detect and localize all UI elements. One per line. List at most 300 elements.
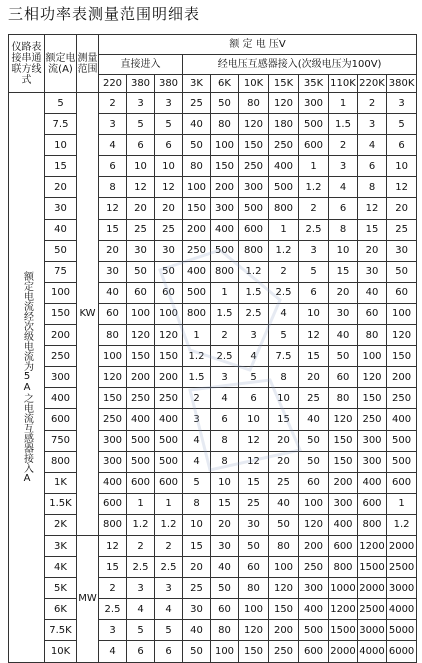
value-cell: 1.2 (269, 240, 299, 261)
value-cell: 500 (183, 282, 211, 303)
value-cell: 10 (183, 514, 211, 535)
rated-current-header: 额定电流(A) (45, 35, 77, 93)
value-cell: 80 (239, 93, 269, 114)
value-cell: 4000 (387, 599, 417, 620)
rated-current-cell: 5 (45, 93, 77, 114)
rated-current-cell: 400 (45, 388, 77, 409)
value-cell: 4 (183, 451, 211, 472)
table-row (9, 240, 417, 261)
table-row (9, 219, 417, 240)
value-cell: 10 (127, 156, 155, 177)
direct-access-header: 直接进入 (99, 55, 183, 75)
value-cell: 8 (329, 219, 358, 240)
value-cell: 150 (239, 135, 269, 156)
value-cell: 1.2 (239, 261, 269, 282)
value-cell: 20 (211, 514, 239, 535)
table-row (9, 493, 417, 514)
value-cell: 2 (127, 535, 155, 556)
value-cell: 50 (183, 135, 211, 156)
value-cell: 40 (299, 409, 329, 430)
table-row (9, 641, 417, 662)
rated-current-cell: 1K (45, 472, 77, 493)
table-row (9, 325, 417, 346)
value-cell: 250 (155, 388, 183, 409)
rated-current-cell: 7.5 (45, 114, 77, 135)
value-cell: 60 (127, 282, 155, 303)
value-cell: 2.5 (127, 557, 155, 578)
value-cell: 25 (387, 219, 417, 240)
value-cell: 5 (299, 261, 329, 282)
value-cell: 50 (299, 430, 329, 451)
value-cell: 400 (99, 472, 127, 493)
value-cell: 200 (155, 367, 183, 388)
value-cell: 1500 (329, 620, 358, 641)
value-cell: 80 (329, 388, 358, 409)
value-cell: 300 (299, 578, 329, 599)
value-cell: 2 (99, 578, 127, 599)
value-cell: 50 (387, 261, 417, 282)
voltage-header-cell: 110K (329, 75, 358, 93)
table-row (9, 620, 417, 641)
value-cell: 30 (211, 535, 239, 556)
rated-current-cell: 5K (45, 578, 77, 599)
value-cell: 400 (387, 409, 417, 430)
value-cell: 25 (239, 493, 269, 514)
value-cell: 2000 (329, 641, 358, 662)
value-cell: 6 (329, 198, 358, 219)
value-cell: 20 (329, 282, 358, 303)
value-cell: 200 (211, 177, 239, 198)
table-row (9, 557, 417, 578)
value-cell: 3 (329, 156, 358, 177)
value-cell: 100 (387, 303, 417, 324)
value-cell: 180 (269, 114, 299, 135)
value-cell: 6 (99, 156, 127, 177)
table-row (9, 93, 417, 114)
value-cell: 500 (155, 451, 183, 472)
value-cell: 1.2 (155, 514, 183, 535)
value-cell: 500 (387, 451, 417, 472)
value-cell: 500 (269, 177, 299, 198)
rated-current-cell: 30 (45, 198, 77, 219)
rated-current-cell: 7.5K (45, 620, 77, 641)
value-cell: 2 (183, 388, 211, 409)
value-cell: 12 (358, 198, 387, 219)
value-cell: 10 (269, 388, 299, 409)
table-row (9, 198, 417, 219)
value-cell: 1 (127, 493, 155, 514)
value-cell: 250 (299, 557, 329, 578)
value-cell: 5 (239, 367, 269, 388)
value-cell: 6 (155, 135, 183, 156)
value-cell: 2.5 (155, 557, 183, 578)
value-cell: 3 (155, 93, 183, 114)
value-cell: 10 (211, 472, 239, 493)
voltage-header-cell: 15K (269, 75, 299, 93)
value-cell: 8 (269, 367, 299, 388)
value-cell: 150 (155, 346, 183, 367)
value-cell: 5 (155, 114, 183, 135)
rated-current-cell: 75 (45, 261, 77, 282)
value-cell: 6 (211, 409, 239, 430)
value-cell: 1.5 (183, 367, 211, 388)
value-cell: 300 (299, 93, 329, 114)
value-cell: 120 (127, 325, 155, 346)
value-cell: 300 (358, 451, 387, 472)
value-cell: 1500 (358, 557, 387, 578)
value-cell: 40 (329, 325, 358, 346)
value-cell: 60 (329, 367, 358, 388)
value-cell: 10 (299, 303, 329, 324)
value-cell: 20 (183, 557, 211, 578)
value-cell: 1 (299, 156, 329, 177)
value-cell: 600 (155, 472, 183, 493)
range-header: 测量范围 (77, 35, 99, 93)
rated-current-cell: 1.5K (45, 493, 77, 514)
voltage-header-cell: 10K (239, 75, 269, 93)
value-cell: 1 (387, 493, 417, 514)
value-cell: 120 (239, 114, 269, 135)
value-cell: 80 (269, 535, 299, 556)
value-cell: 150 (358, 388, 387, 409)
wiring-header: 仪路表接串通联方线式 (9, 35, 45, 93)
rated-current-cell: 750 (45, 430, 77, 451)
value-cell: 15 (239, 472, 269, 493)
value-cell: 15 (358, 219, 387, 240)
rated-current-cell: 300 (45, 367, 77, 388)
value-cell: 4 (239, 346, 269, 367)
value-cell: 4 (99, 641, 127, 662)
value-cell: 15 (99, 557, 127, 578)
value-cell: 250 (127, 388, 155, 409)
rated-current-cell: 40 (45, 219, 77, 240)
value-cell: 200 (269, 620, 299, 641)
value-cell: 15 (299, 346, 329, 367)
table-row (9, 409, 417, 430)
table-row (9, 135, 417, 156)
table-row (9, 114, 417, 135)
rated-current-cell: 10K (45, 641, 77, 662)
value-cell: 500 (387, 430, 417, 451)
value-cell: 5 (269, 325, 299, 346)
value-cell: 200 (387, 367, 417, 388)
value-cell: 250 (358, 409, 387, 430)
value-cell: 100 (269, 557, 299, 578)
value-cell: 400 (358, 472, 387, 493)
value-cell: 50 (211, 93, 239, 114)
value-cell: 150 (211, 156, 239, 177)
value-cell: 20 (358, 240, 387, 261)
value-cell: 12 (387, 177, 417, 198)
value-cell: 20 (269, 451, 299, 472)
table-row (9, 599, 417, 620)
value-cell: 80 (211, 620, 239, 641)
value-cell: 60 (155, 282, 183, 303)
value-cell: 3 (127, 93, 155, 114)
value-cell: 2000 (387, 535, 417, 556)
value-cell: 300 (99, 430, 127, 451)
value-cell: 100 (358, 346, 387, 367)
value-cell: 2 (299, 198, 329, 219)
value-cell: 120 (387, 325, 417, 346)
value-cell: 500 (127, 451, 155, 472)
rated-current-cell: 20 (45, 177, 77, 198)
rated-current-cell: 50 (45, 240, 77, 261)
value-cell: 12 (99, 535, 127, 556)
value-cell: 2 (211, 325, 239, 346)
value-cell: 2000 (358, 578, 387, 599)
value-cell: 15 (269, 409, 299, 430)
value-cell: 80 (358, 325, 387, 346)
value-cell: 600 (387, 472, 417, 493)
value-cell: 2.5 (269, 282, 299, 303)
value-cell: 800 (358, 514, 387, 535)
value-cell: 300 (99, 451, 127, 472)
value-cell: 50 (269, 514, 299, 535)
value-cell: 20 (299, 367, 329, 388)
rated-current-cell: 600 (45, 409, 77, 430)
value-cell: 1.2 (299, 177, 329, 198)
voltage-header-cell: 35K (299, 75, 329, 93)
value-cell: 3 (183, 409, 211, 430)
value-cell: 40 (183, 114, 211, 135)
value-cell: 15 (183, 535, 211, 556)
value-cell: 10 (155, 156, 183, 177)
value-cell: 30 (183, 599, 211, 620)
value-cell: 4 (183, 430, 211, 451)
value-cell: 5 (155, 620, 183, 641)
value-cell: 2.5 (99, 599, 127, 620)
value-cell: 100 (299, 493, 329, 514)
value-cell: 400 (299, 599, 329, 620)
value-cell: 80 (183, 156, 211, 177)
value-cell: 400 (329, 514, 358, 535)
value-cell: 1 (211, 282, 239, 303)
value-cell: 3 (211, 367, 239, 388)
range-kw: KW (77, 93, 99, 536)
value-cell: 4 (99, 135, 127, 156)
value-cell: 5 (127, 114, 155, 135)
value-cell: 4 (127, 599, 155, 620)
value-cell: 1000 (329, 578, 358, 599)
value-cell: 60 (299, 472, 329, 493)
value-cell: 2 (269, 261, 299, 282)
value-cell: 800 (211, 261, 239, 282)
value-cell: 40 (269, 493, 299, 514)
value-cell: 4 (211, 388, 239, 409)
value-cell: 250 (387, 388, 417, 409)
value-cell: 30 (358, 261, 387, 282)
value-cell: 2500 (358, 599, 387, 620)
value-cell: 6 (155, 641, 183, 662)
value-cell: 120 (269, 578, 299, 599)
value-cell: 1 (269, 219, 299, 240)
value-cell: 20 (127, 198, 155, 219)
value-cell: 1.5 (211, 303, 239, 324)
value-cell: 3 (299, 240, 329, 261)
table-row (9, 451, 417, 472)
value-cell: 100 (211, 641, 239, 662)
value-cell: 300 (239, 177, 269, 198)
voltage-header-cell: 380 (155, 75, 183, 93)
rated-current-cell: 150 (45, 303, 77, 324)
value-cell: 8 (211, 451, 239, 472)
value-cell: 120 (269, 93, 299, 114)
value-cell: 600 (127, 472, 155, 493)
value-cell: 1.2 (127, 514, 155, 535)
value-cell: 120 (358, 367, 387, 388)
rated-current-cell: 800 (45, 451, 77, 472)
value-cell: 30 (239, 514, 269, 535)
value-cell: 12 (127, 177, 155, 198)
rated-current-cell: 15 (45, 156, 77, 177)
value-cell: 250 (269, 135, 299, 156)
value-cell: 100 (183, 177, 211, 198)
value-cell: 400 (211, 219, 239, 240)
page-title: 三相功率表测量范围明细表 (8, 5, 201, 23)
table-row (9, 430, 417, 451)
table-row (9, 578, 417, 599)
table-row (9, 472, 417, 493)
rated-current-cell: 10 (45, 135, 77, 156)
value-cell: 250 (183, 240, 211, 261)
value-cell: 6 (127, 135, 155, 156)
value-cell: 120 (99, 367, 127, 388)
value-cell: 25 (269, 472, 299, 493)
value-cell: 3000 (387, 578, 417, 599)
value-cell: 25 (299, 388, 329, 409)
value-cell: 4 (155, 599, 183, 620)
value-cell: 60 (387, 282, 417, 303)
value-cell: 10 (239, 409, 269, 430)
value-cell: 60 (211, 599, 239, 620)
value-cell: 120 (155, 325, 183, 346)
value-cell: 400 (269, 156, 299, 177)
value-cell: 40 (211, 557, 239, 578)
value-cell: 20 (269, 430, 299, 451)
value-cell: 50 (155, 261, 183, 282)
value-cell: 7.5 (269, 346, 299, 367)
value-cell: 4 (329, 177, 358, 198)
value-cell: 3 (99, 114, 127, 135)
value-cell: 400 (183, 261, 211, 282)
value-cell: 60 (99, 303, 127, 324)
table-row (9, 177, 417, 198)
table-row (9, 303, 417, 324)
value-cell: 10 (387, 156, 417, 177)
value-cell: 30 (99, 261, 127, 282)
value-cell: 150 (329, 430, 358, 451)
value-cell: 150 (127, 346, 155, 367)
table-row (9, 514, 417, 535)
voltage-header-cell: 380 (127, 75, 155, 93)
value-cell: 25 (183, 93, 211, 114)
value-cell: 500 (155, 430, 183, 451)
value-cell: 3000 (358, 620, 387, 641)
value-cell: 30 (127, 240, 155, 261)
rated-current-cell: 2K (45, 514, 77, 535)
value-cell: 50 (211, 578, 239, 599)
value-cell: 12 (99, 198, 127, 219)
value-cell: 2 (329, 135, 358, 156)
value-cell: 30 (155, 240, 183, 261)
rated-current-cell: 100 (45, 282, 77, 303)
value-cell: 2.5 (239, 303, 269, 324)
value-cell: 5000 (387, 620, 417, 641)
value-cell: 120 (299, 514, 329, 535)
value-cell: 100 (239, 599, 269, 620)
value-cell: 300 (358, 430, 387, 451)
value-cell: 25 (183, 578, 211, 599)
value-cell: 800 (99, 514, 127, 535)
value-cell: 2 (155, 535, 183, 556)
value-cell: 200 (329, 472, 358, 493)
value-cell: 50 (299, 451, 329, 472)
value-cell: 5 (183, 472, 211, 493)
value-cell: 1 (155, 493, 183, 514)
value-cell: 100 (211, 135, 239, 156)
value-cell: 500 (239, 198, 269, 219)
value-cell: 4 (269, 303, 299, 324)
value-cell: 150 (239, 641, 269, 662)
value-cell: 150 (329, 451, 358, 472)
value-cell: 60 (239, 557, 269, 578)
value-cell: 300 (211, 198, 239, 219)
value-cell: 500 (127, 430, 155, 451)
value-cell: 20 (99, 240, 127, 261)
measurement-range-table (8, 34, 417, 663)
value-cell: 10 (329, 240, 358, 261)
value-cell: 2.5 (299, 219, 329, 240)
value-cell: 40 (358, 282, 387, 303)
value-cell: 100 (127, 303, 155, 324)
value-cell: 6 (387, 135, 417, 156)
value-cell: 8 (358, 177, 387, 198)
table-row (9, 346, 417, 367)
voltage-header-cell: 3K (183, 75, 211, 93)
value-cell: 1.2 (183, 346, 211, 367)
value-cell: 1.5 (329, 114, 358, 135)
value-cell: 60 (358, 303, 387, 324)
value-cell: 8 (183, 493, 211, 514)
value-cell: 2500 (387, 557, 417, 578)
table-body (9, 93, 417, 663)
value-cell: 25 (155, 219, 183, 240)
value-cell: 1 (329, 93, 358, 114)
side-label: 额定电流经次级电流为5A之电流互感器接入A (9, 93, 45, 663)
value-cell: 50 (329, 346, 358, 367)
value-cell: 2.5 (211, 346, 239, 367)
value-cell: 3 (155, 578, 183, 599)
value-cell: 150 (183, 198, 211, 219)
voltage-header-cell: 6K (211, 75, 239, 93)
value-cell: 15 (99, 219, 127, 240)
value-cell: 6 (299, 282, 329, 303)
value-cell: 500 (299, 114, 329, 135)
rated-voltage-header: 额 定 电 压V (99, 35, 417, 55)
rated-current-cell: 200 (45, 325, 77, 346)
value-cell: 500 (211, 240, 239, 261)
value-cell: 12 (239, 451, 269, 472)
value-cell: 12 (299, 325, 329, 346)
value-cell: 600 (329, 535, 358, 556)
value-cell: 1 (183, 325, 211, 346)
value-cell: 600 (358, 493, 387, 514)
value-cell: 250 (239, 156, 269, 177)
value-cell: 800 (329, 557, 358, 578)
value-cell: 1200 (358, 535, 387, 556)
table-row (9, 261, 417, 282)
